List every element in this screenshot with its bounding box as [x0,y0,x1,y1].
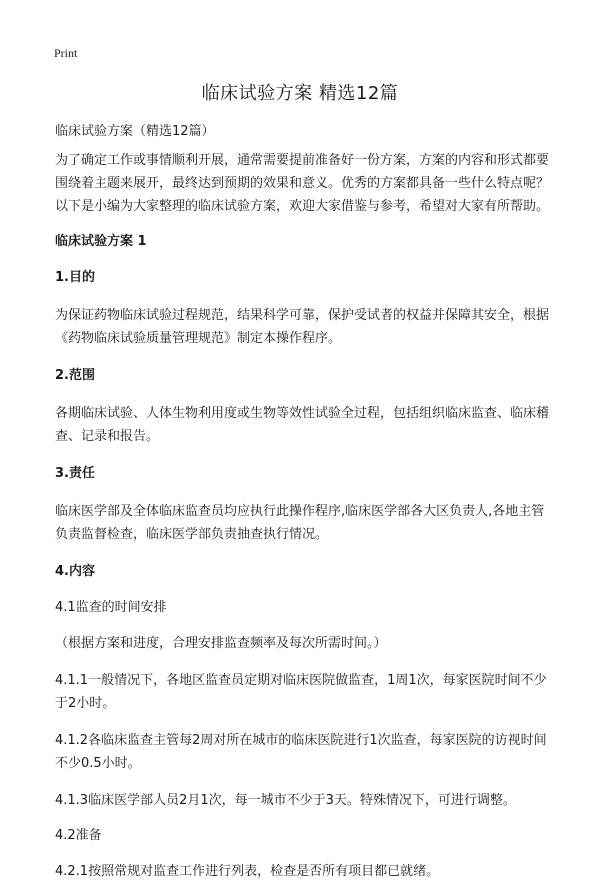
item-4-2-1: 4.2.1按照常规对监查工作进行列表，检查是否所有项目都已就绪。 [55,864,440,879]
plan-heading: 临床试验方案 1 [55,234,147,249]
section-scope-text: 各期临床试验、人体生物利用度或生物等效性试验全过程，包括组织临床监查、临床稽查、记录和报告。 [55,406,550,444]
page-title: 临床试验方案 精选12篇 [201,83,399,104]
item-4-1-2: 4.1.2各临床监查主管每2周对所在城市的临床医院进行1次监查，每家医院的访视时间不少0.5小时。 [55,733,547,771]
item-4-1-3: 4.1.3临床医学部人员2月1次，每一城市不少于3天。特殊情况下，可进行调整。 [55,793,516,808]
section-responsibility-heading: 3.责任 [55,466,95,481]
subsection-4-2-heading: 4.2准备 [55,828,102,843]
section-purpose-text: 为保证药物临床试验过程规范，结果科学可靠，保护受试者的权益并保障其安全，根据《药物临床试验质量管理规范》制定本操作程序。 [55,308,550,346]
print-label: Print [54,46,78,60]
item-4-1-1: 4.1.1一般情况下，各地区监查员定期对临床医院做监查，1周1次，每家医院时间不少于2小时。 [55,673,547,711]
section-purpose-heading: 1.目的 [55,270,95,285]
section-scope-heading: 2.范围 [55,368,95,383]
subsection-4-1-heading: 4.1监查的时间安排 [55,600,167,615]
section-responsibility-text: 临床医学部及全体临床监查员均应执行此操作程序,临床医学部各大区负责人,各地主管负责监督检查，临床医学部负责抽查执行情况。 [55,504,545,542]
section-content-heading: 4.内容 [55,564,95,579]
intro-paragraph: 为了确定工作或事情顺利开展，通常需要提前准备好一份方案，方案的内容和形式都要围绕着主题来展开，最终达到预期的效果和意义。优秀的方案都具备一些什么特点呢？以下是小编为大家整理的临床试验方案，欢迎大家借鉴与参考，希望对大家有所帮助。 [55,153,550,214]
document-body [55,120,553,883]
document-subtitle: 临床试验方案（精选12篇） [55,124,215,139]
subsection-4-1-note: （根据方案和进度，合理安排监查频率及每次所需时间。） [55,636,387,651]
